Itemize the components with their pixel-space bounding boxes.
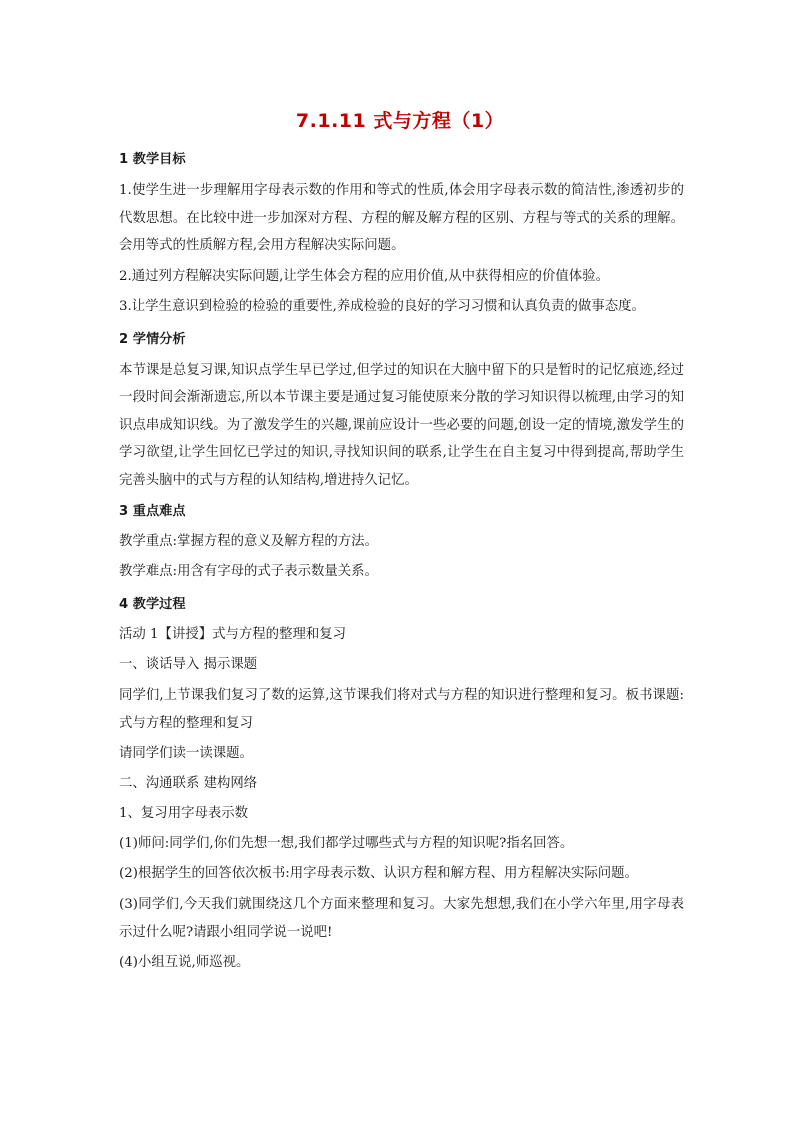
part1-read: 请同学们读一读课题。 [119,746,253,761]
goal-item-1: 1.使学生进一步理解用字母表示数的作用和等式的性质,体会用字母表示数的简洁性,渗透初步的代数思想。在比较中进一步加深对方程、方程的解及解方程的区别、方程与等式的关系的理解。会用等式的性质解方程,会用方程解决实际问题。 [119,183,684,253]
step-1: (1)师问:同学们,你们先想一想,我们都学过哪些式与方程的知识呢?指名回答。 [119,836,574,851]
section-heading-key-points: 3 重点难点 [119,504,186,519]
part1-title: 一、谈话导入 揭示课题 [119,657,258,672]
step-3: (3)同学们,今天我们就围绕这几个方面来整理和复习。大家先想想,我们在小学六年里,用字母表示过什么呢?请跟小组同学说一说吧! [119,897,684,940]
teaching-difficulty: 教学难点:用含有字母的式子表示数量关系。 [119,564,378,579]
teaching-focus: 教学重点:掌握方程的意义及解方程的方法。 [119,534,378,549]
activity-title: 活动 1【讲授】式与方程的整理和复习 [119,627,347,642]
review-title: 1、复习用字母表示数 [119,806,249,821]
part2-title: 二、沟通联系 建构网络 [119,776,258,791]
goal-item-3: 3.让学生意识到检验的检验的重要性,养成检验的良好的学习习惯和认真负责的做事态度。 [119,298,645,314]
analysis-paragraph: 本节课是总复习课,知识点学生早已学过,但学过的知识在大脑中留下的只是暂时的记忆痕迹,经过一段时间会渐渐遗忘,所以本节课主要是通过复习能使原来分散的学习知识得以梳理,由学习的知识点串成知识线。为了激发学生的兴趣,课前应设计一些必要的问题,创设一定的情境,激发学生的学习欲望,让学生回忆已学过的知识,寻找知识间的联系,让学生在自主复习中得到提高,帮助学生完善头脑中的式与方程的认知结构,增进持久记忆。 [119,362,684,488]
step-2: (2)根据学生的回答依次板书:用字母表示数、认识方程和解方程、用方程解决实际问题。 [119,866,638,881]
step-4: (4)小组互说,师巡视。 [119,955,250,970]
goal-item-2: 2.通过列方程解决实际问题,让学生体会方程的应用价值,从中获得相应的价值体验。 [119,268,609,284]
document-title: 7.1.11 式与方程（1） [295,110,505,132]
document-body [119,142,684,978]
section-heading-goals: 1 教学目标 [119,152,186,167]
part1-text: 同学们,上节课我们复习了数的运算,这节课我们将对式与方程的知识进行整理和复习。板书课题:式与方程的整理和复习 [119,688,684,731]
section-heading-analysis: 2 学情分析 [119,331,186,347]
section-heading-process: 4 教学过程 [119,597,186,612]
